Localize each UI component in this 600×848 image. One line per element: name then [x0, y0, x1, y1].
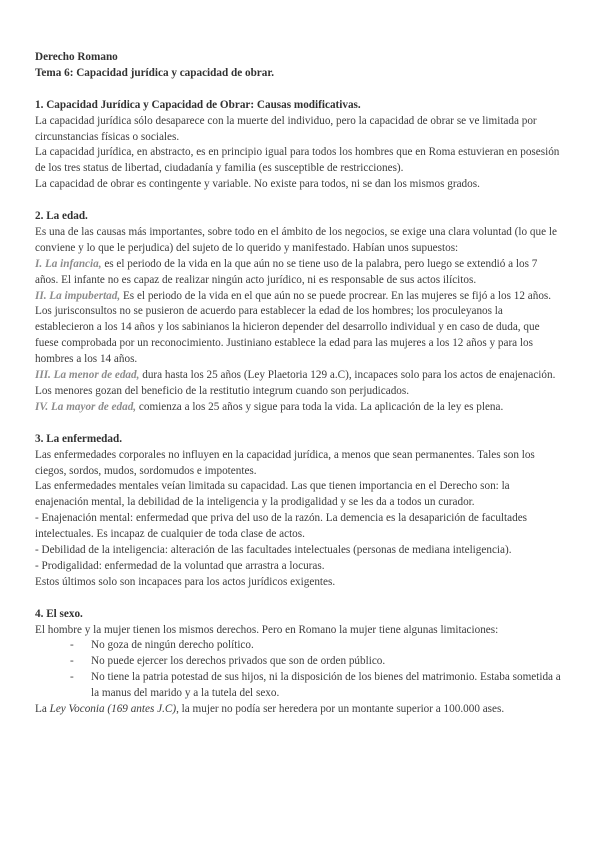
spacer	[35, 193, 562, 209]
age-description: comienza a los 25 años y sigue para toda la vida. La aplicación de la ley es plena.	[136, 400, 504, 413]
section-3-paragraph: - Debilidad de la inteligencia: alteración de las facultades intelectuales (personas de mediana inteligencia).	[35, 544, 512, 557]
spacer	[35, 591, 562, 607]
section-3-paragraph: Estos últimos solo son incapaces para los actos jurídicos exigentes.	[35, 575, 336, 588]
age-term: IV. La mayor de edad,	[35, 400, 137, 413]
spacer	[35, 82, 562, 98]
section-4-intro: El hombre y la mujer tienen los mismos derechos. Pero en Romano la mujer tiene algunas limitaciones:	[35, 623, 499, 636]
topic-title: Tema 6: Capacidad jurídica y capacidad de obrar.	[35, 66, 275, 79]
spacer	[35, 416, 562, 432]
section-3-paragraph: - Enajenación mental: enfermedad que priva del uso de la razón. La demencia es la desaparición de facultades intelectuales. Es incapaz de cualquier de toda clase de actos.	[35, 512, 528, 541]
age-term: I. La infancia,	[35, 257, 102, 270]
course-title: Derecho Romano	[35, 51, 118, 63]
limitations-list	[35, 638, 562, 702]
law-paragraph	[35, 702, 562, 718]
age-term: II. La impubertad,	[35, 289, 121, 302]
dash-bullet: -	[70, 671, 74, 684]
age-item-infancia	[35, 257, 562, 289]
section-3-paragraph: - Prodigalidad: enfermedad de la voluntad que arrastra a locuras.	[35, 559, 325, 572]
list-item-text: No goza de ningún derecho político.	[91, 639, 254, 652]
law-prefix: La	[35, 703, 50, 716]
age-term: III. La menor de edad,	[35, 369, 140, 382]
section-2-intro: Es una de las causas más importantes, sobre todo en el ámbito de los negocios, se exige una clara voluntad (lo que le conviene y lo que le perjudica) del sujeto de lo querido y manifestado. Habían unos supuestos:	[35, 225, 557, 254]
age-item-menor	[35, 368, 562, 400]
section-3-heading: 3. La enfermedad.	[35, 432, 123, 445]
section-1-paragraph: La capacidad jurídica sólo desaparece con la muerte del individuo, pero la capacidad de obrar se ve limitada por circunstancias físicas o sociales.	[35, 114, 537, 143]
dash-bullet: -	[70, 639, 74, 652]
list-item	[70, 638, 562, 654]
section-2-heading: 2. La edad.	[35, 210, 88, 223]
dash-bullet: -	[70, 655, 74, 668]
section-1-paragraph: La capacidad jurídica, en abstracto, es en principio igual para todos los hombres que en Roma estuvieran en posesión de los tres status de libertad, ciudadanía y familia (es susceptible de restricciones).	[35, 146, 560, 175]
age-item-impubertad	[35, 289, 562, 369]
list-item	[70, 654, 562, 670]
law-name: Ley Voconia (169 antes J.C)	[49, 703, 177, 716]
age-description: es el periodo de la vida en la que aún no se tiene uso de la palabra, pero luego se extendió a los 7 años. El infante no es capaz de realizar ningún acto jurídico, ni es responsable de sus actos ilícitos.	[35, 257, 538, 286]
age-description: dura hasta los 25 años (Ley Plaetoria 129 a.C), incapaces solo para los actos de enajenación. Los menores gozan del beneficio de la restitutio integrum cuando son perjudicados.	[35, 369, 556, 397]
age-description: Es el periodo de la vida en el que aún no se puede procrear. En las mujeres se fijó a los 12 años. Los jurisconsultos no se pusieron de acuerdo para establecer la edad de los hombres; los proculeyanos la establecieron a los 14 años y los sabinianos la hicieron depender del desarrollo individual y en caso de duda, que fuese comprobada por un reconocimiento. Justiniano establece la edad para las mujeres a los 12 años y para los hombres a los 14 años.	[35, 289, 552, 366]
section-3-paragraph: Las enfermedades mentales veían limitada su capacidad. Las que tienen importancia en el Derecho son: la enajenación mental, la debilidad de la inteligencia y la prodigalidad y se les da a todos un curador.	[35, 480, 510, 509]
list-item	[70, 670, 562, 702]
section-3-paragraph: Las enfermedades corporales no influyen en la capacidad jurídica, a menos que sean permanentes. Tales son los ciegos, sordos, mudos, sordomudos e impotentes.	[35, 448, 535, 477]
section-4-heading: 4. El sexo.	[35, 607, 83, 620]
list-item-text: No tiene la patria potestad de sus hijos, ni la disposición de los bienes del matrimonio. Estaba sometida a la manus del marido y a la tutela del sexo.	[91, 671, 561, 700]
section-1-paragraph: La capacidad de obrar es contingente y variable. No existe para todos, ni se dan los mismos grados.	[35, 178, 480, 191]
list-item-text: No puede ejercer los derechos privados que son de orden público.	[91, 655, 386, 668]
age-item-mayor	[35, 400, 562, 416]
section-1-heading: 1. Capacidad Jurídica y Capacidad de Obrar: Causas modificativas.	[35, 98, 361, 111]
law-text: , la mujer no podía ser heredera por un montante superior a 100.000 ases.	[176, 703, 505, 716]
